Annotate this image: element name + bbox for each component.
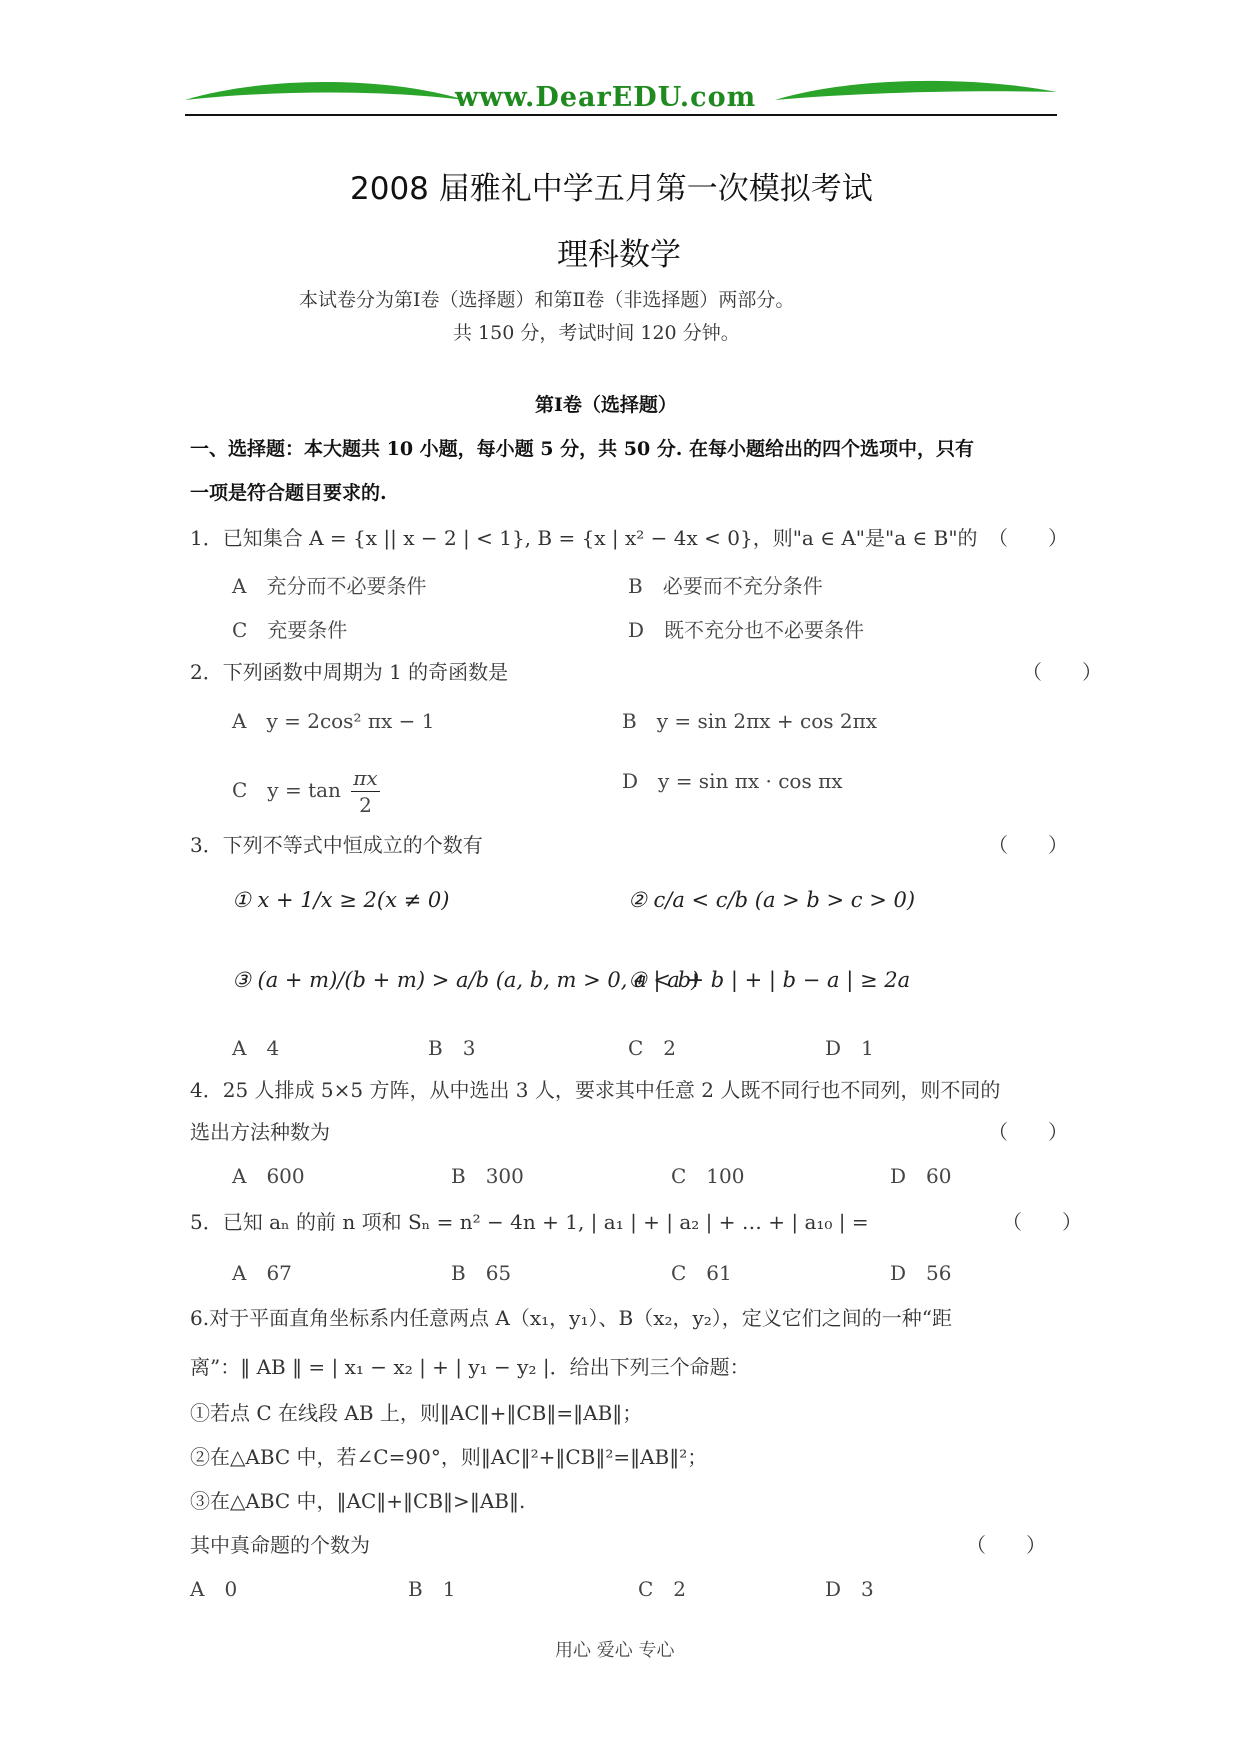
q3-item-2: ② c/a < c/b (a > b > c > 0): [628, 888, 916, 912]
q6-option-a: A 0: [190, 1577, 238, 1601]
q1-answer-bracket: （ ）: [988, 526, 1068, 550]
q3-item-1: ① x + 1/x ≥ 2(x ≠ 0): [232, 888, 450, 912]
q3-text: 3．下列不等式中恒成立的个数有: [190, 833, 483, 857]
q4-option-b: B 300: [451, 1164, 524, 1188]
q2-option-c-fraction: [351, 765, 379, 818]
q2-option-c: [232, 765, 380, 818]
q1-option-b: B 必要而不充分条件: [628, 574, 823, 598]
q1-option-c: C 充要条件: [232, 618, 348, 642]
section1-line-2: 一项是符合题目要求的.: [190, 482, 387, 504]
q4-option-c: C 100: [671, 1164, 745, 1188]
q3-option-a: A 4: [232, 1036, 280, 1060]
q1-option-d: D 既不充分也不必要条件: [628, 618, 865, 642]
q5-text: 5．已知 aₙ 的前 n 项和 Sₙ = n² − 4n + 1, | a₁ | + | a₂ | + … + | a₁₀ | =: [190, 1210, 869, 1234]
q1-text: 1．已知集合 A = {x || x − 2 | < 1}, B = {x | x² − 4x < 0}，则"a ∈ A"是"a ∈ B"的: [190, 526, 978, 550]
q6-line-1: 6.对于平面直角坐标系内任意两点 A（x₁，y₁）、B（x₂，y₂），定义它们之间的一种“距: [190, 1306, 953, 1330]
q3-option-b: B 3: [428, 1036, 476, 1060]
q2-option-d: D y = sin πx · cos πx: [622, 769, 843, 793]
q2-option-a: A y = 2cos² πx − 1: [232, 709, 435, 733]
part1-heading: 第Ⅰ卷（选择题）: [535, 394, 677, 416]
q6-proposition-3: ③在△ABC 中，‖AC‖+‖CB‖>‖AB‖.: [190, 1489, 526, 1513]
q6-line-2: 离”：‖ AB ‖ = | x₁ − x₂ | + | y₁ − y₂ |．给出下列三个命题：: [190, 1355, 750, 1379]
q2-option-c-numerator: πx: [353, 766, 378, 790]
intro-line-2: 共 150 分，考试时间 120 分钟。: [453, 322, 740, 344]
q6-option-b: B 1: [408, 1577, 456, 1601]
q6-answer-bracket: （ ）: [966, 1533, 1046, 1557]
q2-option-b: B y = sin 2πx + cos 2πx: [622, 709, 877, 733]
q6-question: 其中真命题的个数为: [190, 1533, 370, 1557]
q6-option-d: D 3: [825, 1577, 874, 1601]
intro-line-1: 本试卷分为第Ⅰ卷（选择题）和第Ⅱ卷（非选择题）两部分。: [299, 289, 795, 311]
q4-line-2: 选出方法种数为: [190, 1120, 330, 1144]
q4-line-1: 4．25 人排成 5×5 方阵，从中选出 3 人，要求其中任意 2 人既不同行也不同列，则不同的: [190, 1078, 1001, 1102]
subject-title: 理科数学: [557, 237, 681, 273]
q5-answer-bracket: （ ）: [1002, 1210, 1082, 1234]
q4-option-a: A 600: [232, 1164, 305, 1188]
q6-proposition-2: ②在△ABC 中，若∠C=90°，则‖AC‖²+‖CB‖²=‖AB‖²；: [190, 1445, 708, 1469]
q3-answer-bracket: （ ）: [988, 833, 1068, 857]
page-footer: 用心 爱心 专心: [555, 1640, 675, 1661]
q5-option-b: B 65: [451, 1261, 512, 1285]
q4-option-d: D 60: [890, 1164, 952, 1188]
q5-option-a: A 67: [232, 1261, 292, 1285]
q3-item-4: ④ | a + b | + | b − a | ≥ 2a: [628, 968, 911, 992]
section1-line-1: 一、选择题：本大题共 10 小题，每小题 5 分，共 50 分. 在每小题给出的四个选项中，只有: [190, 438, 975, 460]
q5-option-c: C 61: [671, 1261, 732, 1285]
q3-option-d: D 1: [825, 1036, 874, 1060]
q5-option-d: D 56: [890, 1261, 952, 1285]
site-logo: www.DearEDU.com: [455, 82, 757, 113]
q4-answer-bracket: （ ）: [988, 1120, 1068, 1144]
q3-item-3: ③ (a + m)/(b + m) > a/b (a, b, m > 0, a < b): [232, 968, 700, 992]
q2-text: 2．下列函数中周期为 1 的奇函数是: [190, 660, 509, 684]
q2-option-c-prefix: C y = tan: [232, 778, 341, 802]
header-rule: [185, 114, 1057, 116]
q2-option-c-denominator: 2: [359, 793, 372, 817]
q6-proposition-1: ①若点 C 在线段 AB 上，则‖AC‖+‖CB‖=‖AB‖；: [190, 1401, 643, 1425]
q2-answer-bracket: （ ）: [1022, 660, 1102, 684]
q1-option-a: A 充分而不必要条件: [232, 574, 427, 598]
q6-option-c: C 2: [638, 1577, 687, 1601]
page-title: 2008 届雅礼中学五月第一次模拟考试: [350, 171, 873, 207]
q3-option-c: C 2: [628, 1036, 677, 1060]
